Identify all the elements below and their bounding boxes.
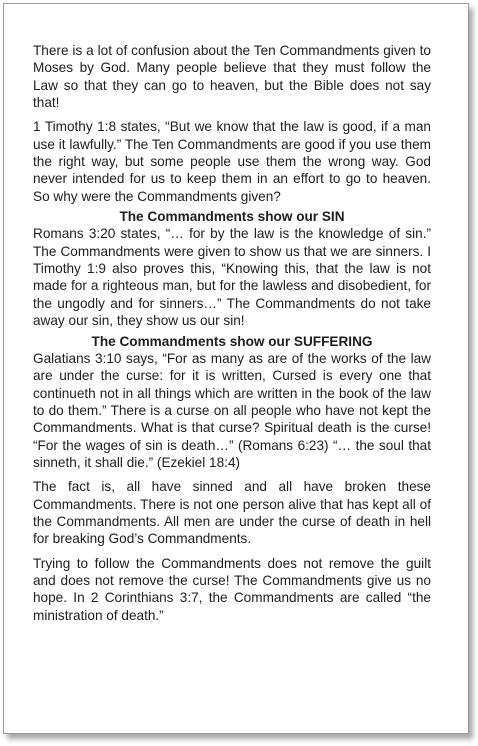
trying-paragraph: Trying to follow the Commandments does not remove the guilt and does not remove the curse! The Commandments give us no hope. In 2 Corinthians 3:7, the Commandments are called “the ministration of death.”	[33, 555, 431, 623]
tract-text	[33, 42, 431, 624]
timothy-paragraph: 1 Timothy 1:8 states, “But we know that the law is good, if a man use it lawfully.” The Ten Commandments are good if you use them the right way, but some people use them the wrong way. God never intended for us to keep them in an effort to go to heaven. So why were the Commandments given?	[33, 119, 431, 204]
fact-paragraph: The fact is, all have sinned and all have broken these Commandments. There is not one person alive that has kept all of the Commandments. All men are under the curse of death in hell for breaking God’s Commandments.	[33, 479, 431, 547]
suffering-heading: The Commandments show our SUFFERING	[91, 333, 373, 349]
romans-paragraph: Romans 3:20 states, “… for by the law is the knowledge of sin.” The Commandments were given to show us that we are sinners. I Timothy 1:9 also proves this, “Knowing this, that the law is not made for a righteous man, but for the lawless and disobedient, for the ungodly and for sinners…” The Commandments do not take away our sin, they show us our sin!	[33, 226, 431, 329]
sin-heading: The Commandments show our SIN	[119, 209, 345, 225]
intro-paragraph: There is a lot of confusion about the Ten Commandments given to Moses by God. Many people believe that they must follow the Law so that they can go to heaven, but the Bible does not say that!	[33, 43, 431, 111]
galatians-paragraph: Galatians 3:10 says, “For as many as are of the works of the law are under the curse: for it is written, Cursed is every one that continueth not in all things which are written in the book of the law to do them.” There is a curse on all people who have not kept the Commandments. What is that curse? Spiritual death is the curse! “For the wages of sin is death…” (Romans 6:23) “… the soul that sinneth, it shall die.” (Ezekiel 18:4)	[33, 350, 431, 470]
